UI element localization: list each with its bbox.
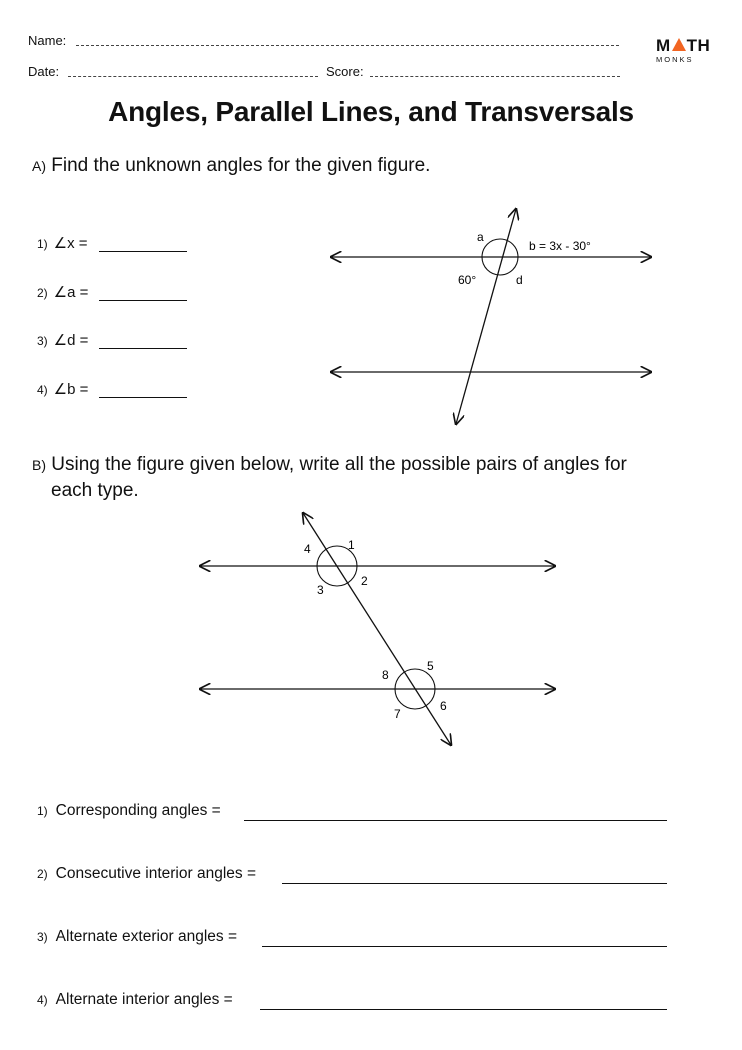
figure-b [200, 513, 555, 745]
fig-b-label-1: 1 [348, 538, 355, 552]
date-label: Date: [28, 64, 60, 79]
figure-a [331, 209, 651, 424]
fig-b-label-6: 6 [440, 699, 447, 713]
question-a1: 1) ∠x = [37, 235, 88, 252]
name-label: Name: [28, 33, 67, 48]
question-a3: 3) ∠d = [37, 332, 89, 349]
question-a2: 2) ∠a = [37, 284, 89, 301]
fig-b-label-7: 7 [394, 707, 401, 721]
fig-b-label-2: 2 [361, 574, 368, 588]
page-title: Angles, Parallel Lines, and Transversals [108, 96, 634, 127]
fig-b-label-8: 8 [382, 668, 389, 682]
answer-b4: 4) Alternate interior angles = [37, 991, 233, 1008]
fig-b-label-4: 4 [304, 542, 311, 556]
fig-a-transversal [456, 209, 516, 424]
section-a-instruction: A) Find the unknown angles for the given figure. [32, 155, 431, 176]
fig-a-label-60: 60° [458, 273, 477, 287]
logo-sub: MONKS [656, 55, 694, 64]
logo-word: M TH [656, 36, 711, 55]
section-b-instruction: B) Using the figure given below, write all the possible pairs of angles for each type. [32, 454, 627, 501]
section-a-label: A) [32, 158, 46, 174]
fig-b-transversal [303, 513, 451, 745]
score-label: Score: [326, 64, 364, 79]
fig-a-label-a: a [477, 230, 484, 244]
answer-b1: 1) Corresponding angles = [37, 802, 221, 819]
fig-b-label-3: 3 [317, 583, 324, 597]
answer-b3: 3) Alternate exterior angles = [37, 928, 238, 945]
answer-b2: 2) Consecutive interior angles = [37, 865, 256, 882]
fig-a-label-d: d [516, 273, 523, 287]
fig-b-label-5: 5 [427, 659, 434, 673]
question-a4: 4) ∠b = [37, 381, 89, 398]
fig-a-label-b: b = 3x - 30° [529, 239, 591, 253]
section-b-label: B) [32, 457, 46, 473]
